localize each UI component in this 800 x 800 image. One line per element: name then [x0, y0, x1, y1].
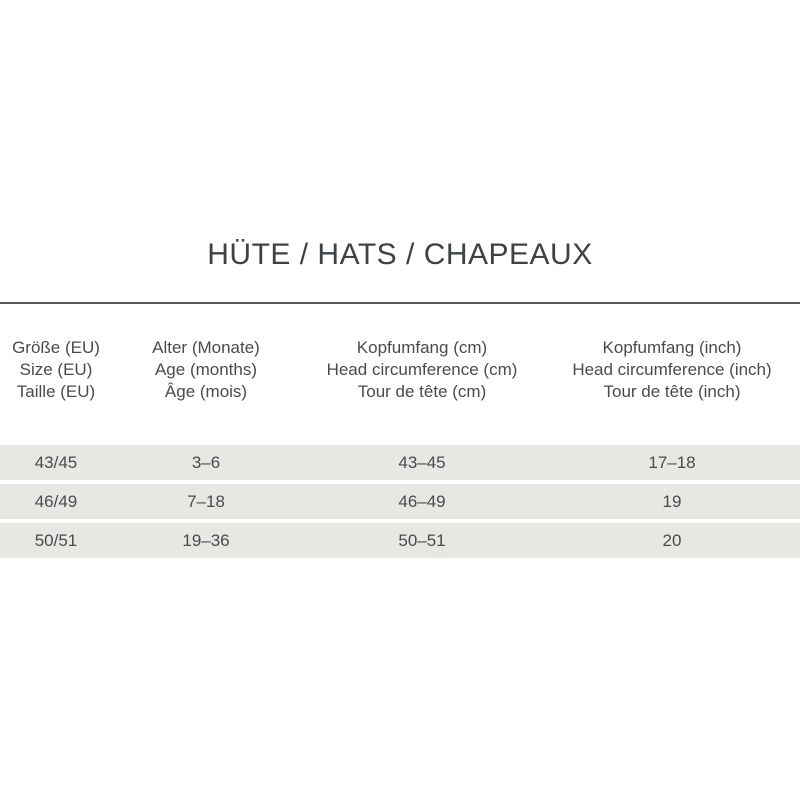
page-title: HÜTE / HATS / CHAPEAUX	[207, 238, 593, 271]
column-header-size-eu	[0, 337, 112, 403]
cell-size-eu: 43/45	[34, 452, 78, 472]
cell-age-months: 3–6	[191, 452, 221, 472]
cell-circumference-inch: 17–18	[648, 452, 696, 472]
header-inch-en: Head circumference (inch)	[572, 360, 772, 379]
column-header-circumference-cm	[300, 337, 544, 403]
table-row	[0, 484, 800, 519]
column-header-age-months	[112, 337, 300, 403]
header-size-de: Größe (EU)	[12, 338, 100, 357]
header-size-fr: Taille (EU)	[16, 382, 96, 401]
cell-age-months: 19–36	[182, 530, 230, 550]
cell-size-eu: 50/51	[34, 530, 78, 550]
header-inch-fr: Tour de tête (inch)	[603, 382, 741, 401]
header-age-de: Alter (Monate)	[152, 338, 260, 357]
cell-circumference-cm: 50–51	[398, 530, 446, 550]
cell-age-months: 7–18	[187, 491, 225, 511]
header-cm-fr: Tour de tête (cm)	[357, 382, 487, 401]
column-header-circumference-inch	[544, 337, 800, 403]
cell-circumference-inch: 20	[662, 530, 682, 550]
table-body	[0, 445, 800, 558]
header-inch-de: Kopfumfang (inch)	[602, 338, 742, 357]
cell-circumference-cm: 46–49	[398, 491, 446, 511]
size-table	[0, 337, 800, 558]
cell-circumference-inch: 19	[662, 491, 682, 511]
table-row	[0, 445, 800, 480]
cell-size-eu: 46/49	[34, 491, 78, 511]
cell-circumference-cm: 43–45	[398, 452, 446, 472]
header-age-en: Age (months)	[154, 360, 258, 379]
title-divider	[0, 302, 800, 304]
header-size-en: Size (EU)	[19, 360, 93, 379]
table-header-row	[0, 337, 800, 403]
table-row	[0, 523, 800, 558]
header-cm-de: Kopfumfang (cm)	[356, 338, 488, 357]
header-age-fr: Âge (mois)	[164, 382, 248, 401]
header-cm-en: Head circumference (cm)	[326, 360, 518, 379]
